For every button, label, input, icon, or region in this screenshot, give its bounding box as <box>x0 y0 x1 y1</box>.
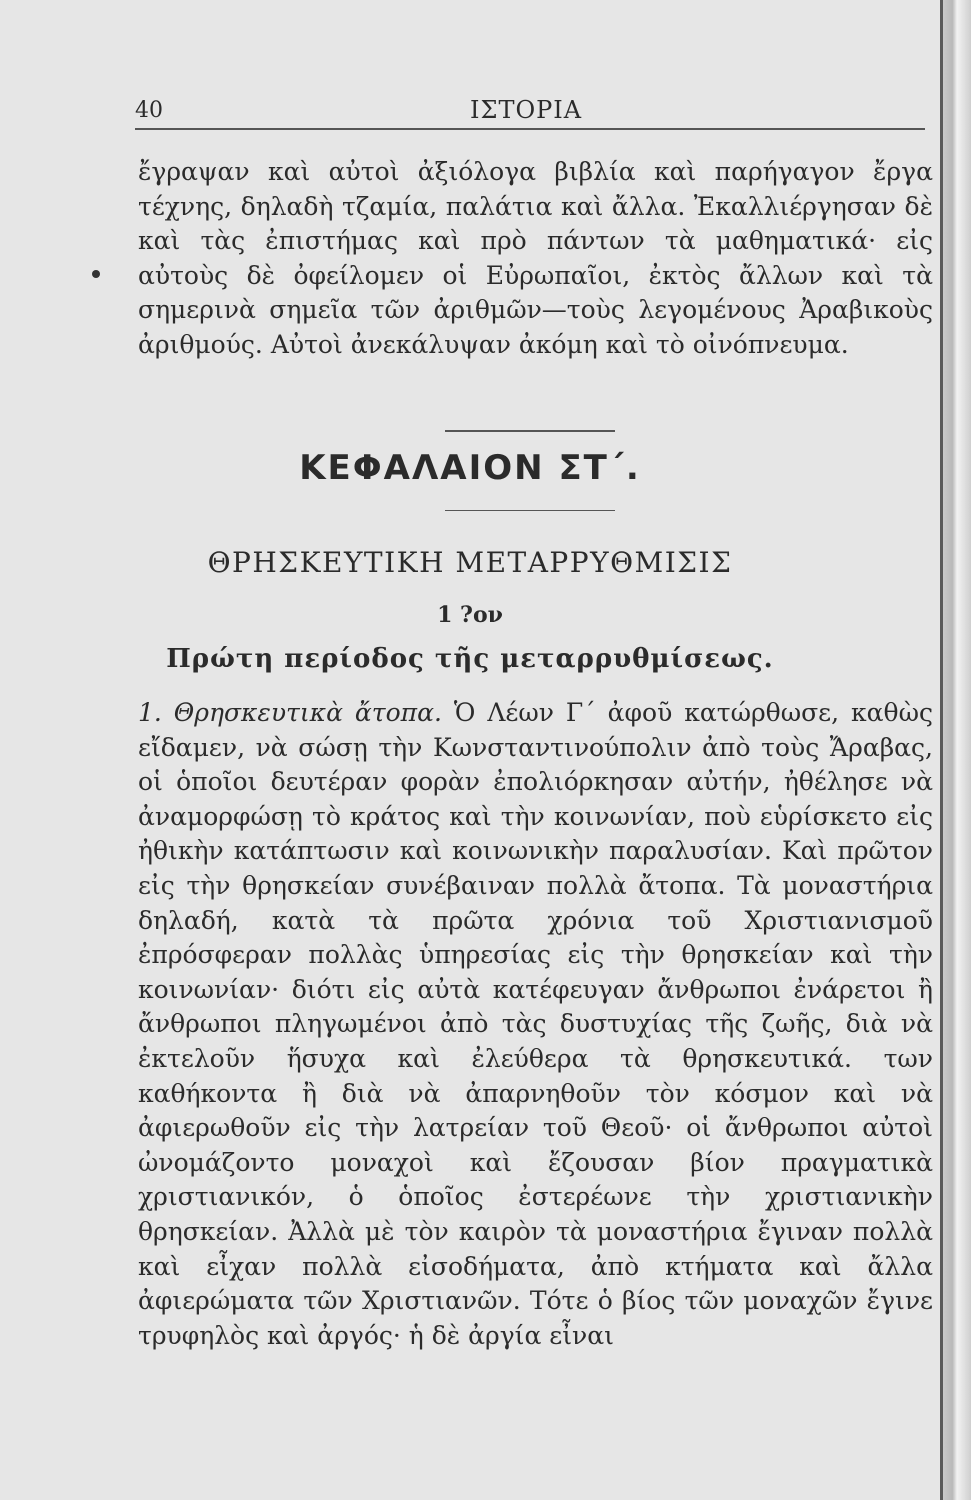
running-title: ΙΣΤΟΡΙΑ <box>470 96 583 124</box>
period-title: Πρώτη περίοδος τῆς μεταρρυθμίσεως. <box>166 644 774 674</box>
chapter-rule-bottom <box>445 510 615 511</box>
ink-speck <box>92 270 100 278</box>
paragraph-heading: 1. Θρησκευτικὰ ἄτοπα. <box>138 698 442 727</box>
intro-paragraph: ἔγραψαν καὶ αὐτοὶ ἀξιόλογα βιβλία καὶ παρήγαγον ἔργα τέχνης, δηλαδὴ τζαμία, παλάτια καὶ ἄλλα. Ἐκαλλιέργησαν δὲ καὶ τὰς ἐπιστήμας καὶ πρὸ πάντων τὰ μαθηματικά· εἰς αὐτοὺς δὲ ὀφείλομεν οἱ Εὐρωπαῖοι, ἐκτὸς ἄλλων καὶ τὰ σημερινὰ σημεῖα τῶν ἀριθμῶν—τοὺς λεγομένους Ἀραβικοὺς ἀριθμούς. Αὐτοὶ ἀνεκάλυψαν ἀκόμη καὶ τὸ οἰνόπνευμα. <box>138 157 933 359</box>
section-title: ΘΡΗΣΚΕΥΤΙΚΗ ΜΕΤΑΡΡΥΘΜΙΣΙΣ <box>207 546 733 579</box>
chapter-title: ΚΕΦΑΛΑΙΟΝ ΣΤ΄. <box>299 448 641 488</box>
subsection-label: 1 ?ον <box>437 602 503 628</box>
book-spine-edge <box>940 0 971 1500</box>
chapter-rule-top <box>445 430 615 432</box>
page-number: 40 <box>135 98 163 123</box>
main-paragraph <box>138 696 933 1353</box>
paragraph-text: Ὁ Λέων Γ΄ ἀφοῦ κατώρθωσε, καθὼς εἴδαμεν, νὰ σώσῃ τὴν Κωνσταντινούπολιν ἀπὸ τοὺς Ἄραβας, οἱ ὁποῖοι δευτέραν φορὰν ἐπολιόρκησαν αὐτήν, ἠθέλησε νὰ ἀναμορφώσῃ τὸ κράτος καὶ τὴν κοινωνίαν, ποὺ εὑρίσκετο εἰς ἠθικὴν κατάπτωσιν καὶ κοινωνικὴν παραλυσίαν. Καὶ πρῶτον εἰς τὴν θρησκείαν συνέβαιναν πολλὰ ἄτοπα. Τὰ μοναστήρια δηλαδή, κατὰ τὰ πρῶτα χρόνια τοῦ Χριστιανισμοῦ ἐπρόσφεραν πολλὰς ὑπηρεσίας εἰς τὴν θρησκείαν καὶ τὴν κοινωνίαν· διότι εἰς αὐτὰ κατέφευγαν ἄνθρωποι ἐνάρετοι ἢ ἄνθρωποι πληγωμένοι ἀπὸ τὰς δυστυχίας τῆς ζωῆς, διὰ νὰ ἐκτελοῦν ἥσυχα καὶ ἐλεύθερα τὰ θρησκευτικά. των καθήκοντα ἢ διὰ νὰ ἀπαρνηθοῦν τὸν κόσμον καὶ νὰ ἀφιερωθοῦν εἰς τὴν λατρείαν τοῦ Θεοῦ· οἱ ἄνθρωποι αὐτοὶ ὠνομάζοντο μοναχοὶ καὶ ἔζουσαν βίον πραγματικὰ χριστιανικόν, ὁ ὁποῖος ἐστερέωνε τὴν χριστιανικὴν θρησκείαν. Ἀλλὰ μὲ τὸν καιρὸν τὰ μοναστήρια ἔγιναν πολλὰ καὶ εἶχαν πολλὰ εἰσοδήματα, ἀπὸ κτήματα καὶ ἄλλα ἀφιερώματα τῶν Χριστιανῶν. Τότε ὁ βίος τῶν μοναχῶν ἔγινε τρυφηλὸς καὶ ἀργός· ἡ δὲ ἀργία εἶναι <box>138 698 933 1350</box>
page-header <box>135 96 925 130</box>
spine-shadow-line <box>940 0 943 1500</box>
